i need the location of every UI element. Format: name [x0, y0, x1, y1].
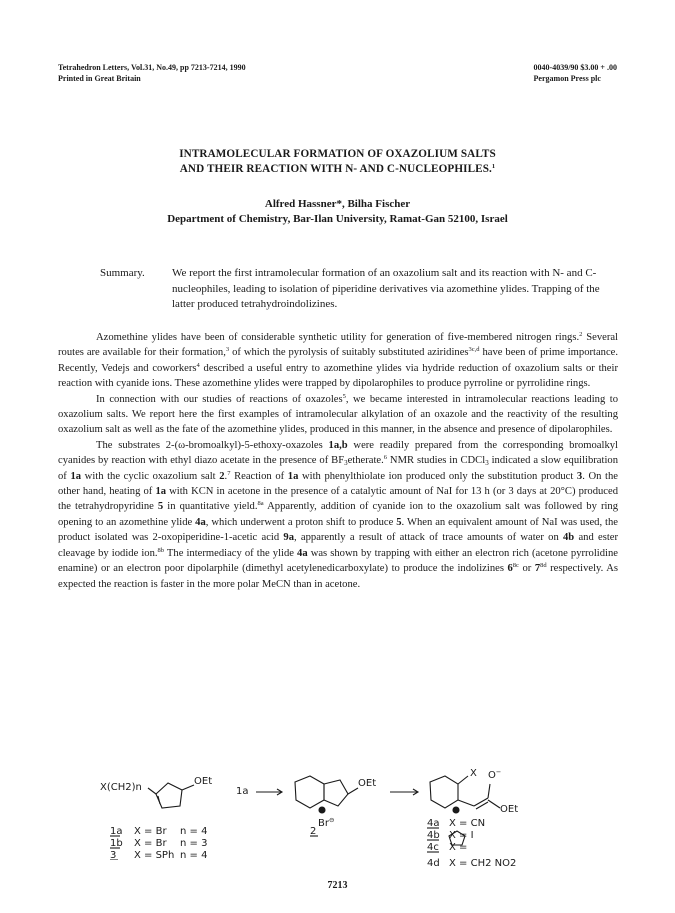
- author-names: Alfred Hassner*, Bilha Fischer: [264, 198, 411, 210]
- list-item: 3 X = SPh n = 4: [110, 850, 208, 861]
- list-item: 1b X = Br n = 3: [110, 838, 208, 849]
- paragraph-3: The substrates 2-(ω-bromoalkyl)-5-ethoxy-oxazoles 1a,b were readily prepared from the corresponding bromoalkyl cyanides by reaction with ethyl diazo acetate in the presence of $BF_3etherate.^6$ NMR studies in CDCl$_3$ indicated a slow equilibration of 1a with the cyclic oxazolium salt 2.$^7$ Reaction of 1a with phenylthiolate ion produced only the substitution product 3. On the other hand, heating of 1a with KCN in acetone in the presence of a catalytic amount of NaI for 13 h (or 3 days at 20°C) produced the tetrahydropyridine 5 in quantitative yield.$^{8a}$ Apparently, addition of cyanide ion to the oxazolium salt was followed by ring opening to an azomethine ylide 4a, which underwent a proton shift to produce 5. When an equivalent amount of NaI was used, the product isolated was 2-oxopiperidine-1-acetic acid 9a, apparently a result of attack of trace amounts of water on 4b and ester cleavage by iodide ion.$^{8b}$ The intermediacy of the ylide 4a was shown by trapping with either an electron rich (acetone pyrrolidine enamine) or an electron poor dipolarphile (dimethyl acetylenedicarboxylate) to produce the indolizines $6^{8c}$ or $7^{8d}$ respectively. As expected the reaction is faster in the more polar MeCN than in acetone.: [58, 439, 619, 590]
- chain-bond: [148, 788, 156, 794]
- summary-text: We report the first intramolecular formation of an oxazolium salt and its reaction with N- and C-nucleophiles, leading to isolation of piperidine derivatives via azomethine ylides. Trapping of the latter produced tetrahydroindolizines.: [172, 267, 600, 310]
- oet-bond-4: [488, 800, 500, 808]
- x-bond: [458, 776, 468, 784]
- substituent-chain: X(CH2)n: [100, 782, 142, 793]
- list-item: 1a X = Br n = 4: [110, 826, 208, 837]
- summary-block: [100, 266, 625, 313]
- printed-location: Printed in Great Britain: [58, 74, 141, 83]
- paper-title: [0, 147, 675, 177]
- positive-charge-4: [453, 807, 459, 813]
- compound-2-label: 2: [310, 826, 317, 837]
- summary-label: Summary.: [100, 267, 145, 279]
- ethoxy-label-4: OEt: [500, 804, 519, 815]
- paragraph-2: In connection with our studies of reactions of oxazoles$^5$, we became interested in intramolecular reactions leading to oxazolium salts. We report here the first examples of intramolecular alkylation of an oxazole and the reactivity of the resulting oxazolium salt as well as the fate of the azomethine ylides, produced in this manner, in the absence and presence of dipolarophiles.: [58, 392, 618, 436]
- o-bond: [488, 784, 490, 798]
- oet-bond-2: [348, 788, 358, 794]
- paragraph-1: Azomethine ylides have been of considerable synthetic utility for generation of five-membered nitrogen rings.$^2$ Several routes are available for their formation,$^3$ of which the pyrolysis of suitably substituted aziridines$^{3c,d}$ have been of prime importance. Recently, Vedejs and coworkers$^4$ described a useful entry to azomethine ylides via hydride reduction of oxazolium salts or their reaction with cyanide ions. These azomethine ylides were trapped by dipolarophiles to produce pyrroline or pyrrolidine rings.: [58, 331, 619, 390]
- arrow-reagent: 1a: [236, 786, 249, 797]
- title-line-2: AND THEIR REACTION WITH N- AND C-NUCLEOPHILES.$^1$: [179, 163, 496, 175]
- publisher: Pergamon Press plc: [533, 74, 601, 83]
- bromide-anion: Br⊖: [318, 816, 335, 829]
- body-text: [58, 330, 618, 592]
- journal-citation: Tetrahedron Letters, Vol.31, No.49, pp 7213-7214, 1990: [58, 63, 246, 72]
- oxazole-ring-1: [156, 783, 182, 808]
- page-number: 7213: [327, 880, 348, 891]
- list-item: 4a X = CN: [427, 818, 486, 829]
- list-item: 4d X = CH2 NO2: [427, 858, 517, 869]
- piperidine-ring-4: [430, 776, 458, 808]
- ethoxy-label-1: OEt: [194, 776, 213, 787]
- journal-header-left: [58, 62, 246, 84]
- list-item: 4c X =: [427, 842, 468, 853]
- compound-4-list: [427, 818, 516, 870]
- affiliation: Department of Chemistry, Bar-Ilan University, Ramat-Gan 52100, Israel: [167, 213, 508, 225]
- reaction-scheme: X(CH2)n OEt 1a OEt OEt X O− Br⊖ 2 1a X = Br n = 4 1b X = Br n = 3 3 X = SPh n = 4 4a X = CN 4b X = I 4c X = 4d X = CH2 NO2: [90, 770, 610, 860]
- issn-price: 0040-4039/90 $3.00 + .00: [533, 63, 617, 72]
- piperidine-ring-2: [295, 776, 324, 808]
- title-ref: 1: [491, 163, 496, 170]
- title-line-1: INTRAMOLECULAR FORMATION OF OXAZOLIUM SALTS: [179, 148, 496, 160]
- enolate-bond: [474, 798, 488, 806]
- oxazolium-ring-2: [324, 780, 348, 806]
- journal-header-right: [534, 62, 617, 84]
- list-item: 4b X = I: [427, 830, 474, 841]
- oet-bond-1: [182, 785, 194, 790]
- positive-charge-2: [319, 807, 325, 813]
- author-block: [0, 197, 675, 227]
- ylide-bond: [458, 800, 474, 806]
- compound-1-list: [110, 826, 207, 862]
- ethoxy-label-2: OEt: [358, 778, 377, 789]
